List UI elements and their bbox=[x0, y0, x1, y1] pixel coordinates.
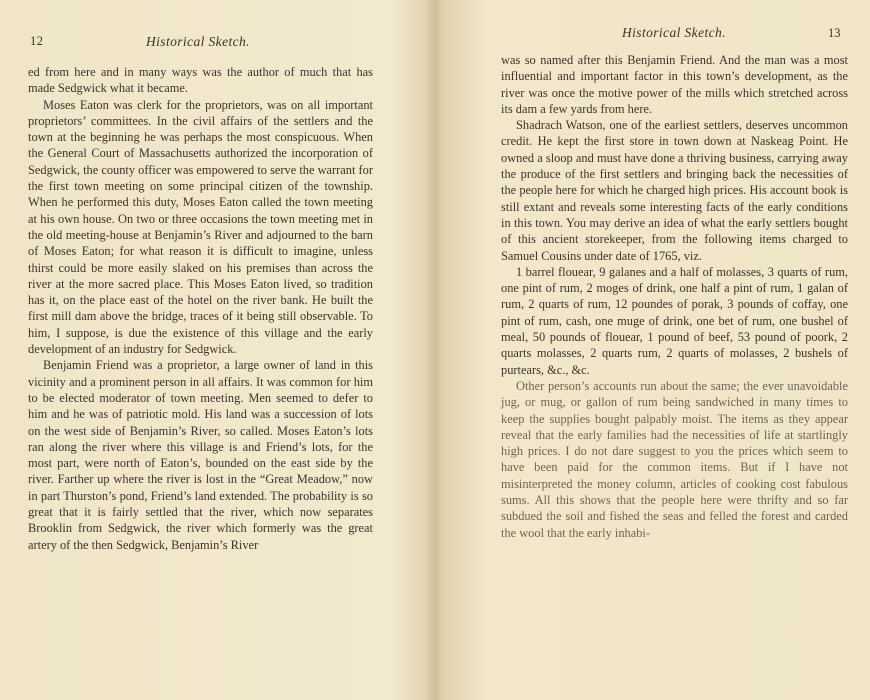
paragraph: Other person’s accounts run about the same; the ever unavoidable jug, or mug, or gallon of rum being sandwiched in many times to keep the supplies bought palpably moist. The items as they appear reveal that the early families had the necessities of life at startlingly high prices. I do not dare suggest to you the prices which seem to have been paid for the common items. But if I have not misinterpreted the money column, articles of cooking cost fabulous sums. All this shows that the people here were thrifty and so far subdued the soil and fished the seas and felled the forest and carded the wool that the early inhabi- bbox=[501, 378, 848, 540]
body-text bbox=[28, 64, 373, 553]
right-page bbox=[435, 0, 870, 700]
page-number: 13 bbox=[828, 26, 841, 40]
body-text bbox=[501, 52, 848, 541]
paragraph: Benjamin Friend was a proprietor, a large owner of land in this vicinity and a prominent person in all affairs. It was common for him to be elected moderator of town meeting. Men seemed to defer to him and he was of patriotic mold. His land was a succession of lots on the west side of Benjamin’s River, so called. Moses Eaton’s lots ran along the river where this village is and Friend’s lots, for the most part, were north of Eaton’s, bounded on the east side by the river. Farther up where the river is lost in the “Great Meadow,” now in part Thurston’s pond, Friend’s land extended. The probability is so great that it is fairly settled that the river, which now separates Brooklin from Sedgwick, the river which formerly was the great artery of the then Sedgwick, Benjamin’s River bbox=[28, 358, 373, 552]
paragraph: Moses Eaton was clerk for the proprietors, was on all important proprietors’ committees. In the civil affairs of the settlers and the town at the beginning he was perhaps the most conspicuous. When the General Court of Massachusetts authorized the incorporation of Sedgwick, the county officer was empowered to serve the warrant for the first town meeting on some principal citizen of the township. When he performed this duty, Moses Eaton called the town meeting at his own house. On two or three occasions the town meeting met in the old meeting-house at Benjamin’s River and adjourned to the barn of Moses Eaton; for what reason it is difficult to imagine, unless thirst could be more easily slaked on his premises than across the river at the more sacred place. This Moses Eaton lived, so tradition has it, on the place east of the hotel on the river bank. He built the first mill dam above the bridge, traces of it being still observable. To him, I suppose, is due the existence of this village and the early development of an industry for Sedgwick. bbox=[28, 97, 373, 357]
running-head: Historical Sketch. bbox=[146, 34, 250, 49]
paragraph: 1 barrel flouear, 9 galanes and a half of molasses, 3 quarts of rum, one pint of rum, 2 moges of drink, one half a pint of rum, 1 galan of rum, 2 quarts of rum, 12 poundes of porak, 3 pounds of coffay, one pint of rum, cash, one muge of drink, one bet of rum, one bushel of meal, 50 pounds of flouear, 1 pound of beef, 53 pound of poork, 2 quarts molasses, 2 quarts rum, 2 quarts of molasses, 2 bushels of purtears, &c., &c. bbox=[501, 264, 848, 377]
running-head: Historical Sketch. bbox=[622, 25, 726, 40]
paragraph: Shadrach Watson, one of the earliest settlers, deserves uncommon credit. He kept the first store in town down at Naskeag Point. He owned a sloop and must have done a thriving business, carrying away the produce of the first settlers and bringing back the necessities of the people here for which he charged high prices. His account book is still extant and reveals some interesting facts of the early conditions in this town. You may derive an idea of what the early settlers bought of this ancient storekeeper, from the following items charged to Samuel Cousins under date of 1765, viz. bbox=[501, 118, 848, 263]
page-number: 12 bbox=[30, 34, 44, 48]
paragraph: was so named after this Benjamin Friend. And the man was a most influential and important factor in this town’s development, as the river was once the motive power of the mills which stretched across its dam a few yards from here. bbox=[501, 53, 848, 116]
paragraph: ed from here and in many ways was the author of much that has made Sedgwick what it became. bbox=[28, 65, 373, 96]
